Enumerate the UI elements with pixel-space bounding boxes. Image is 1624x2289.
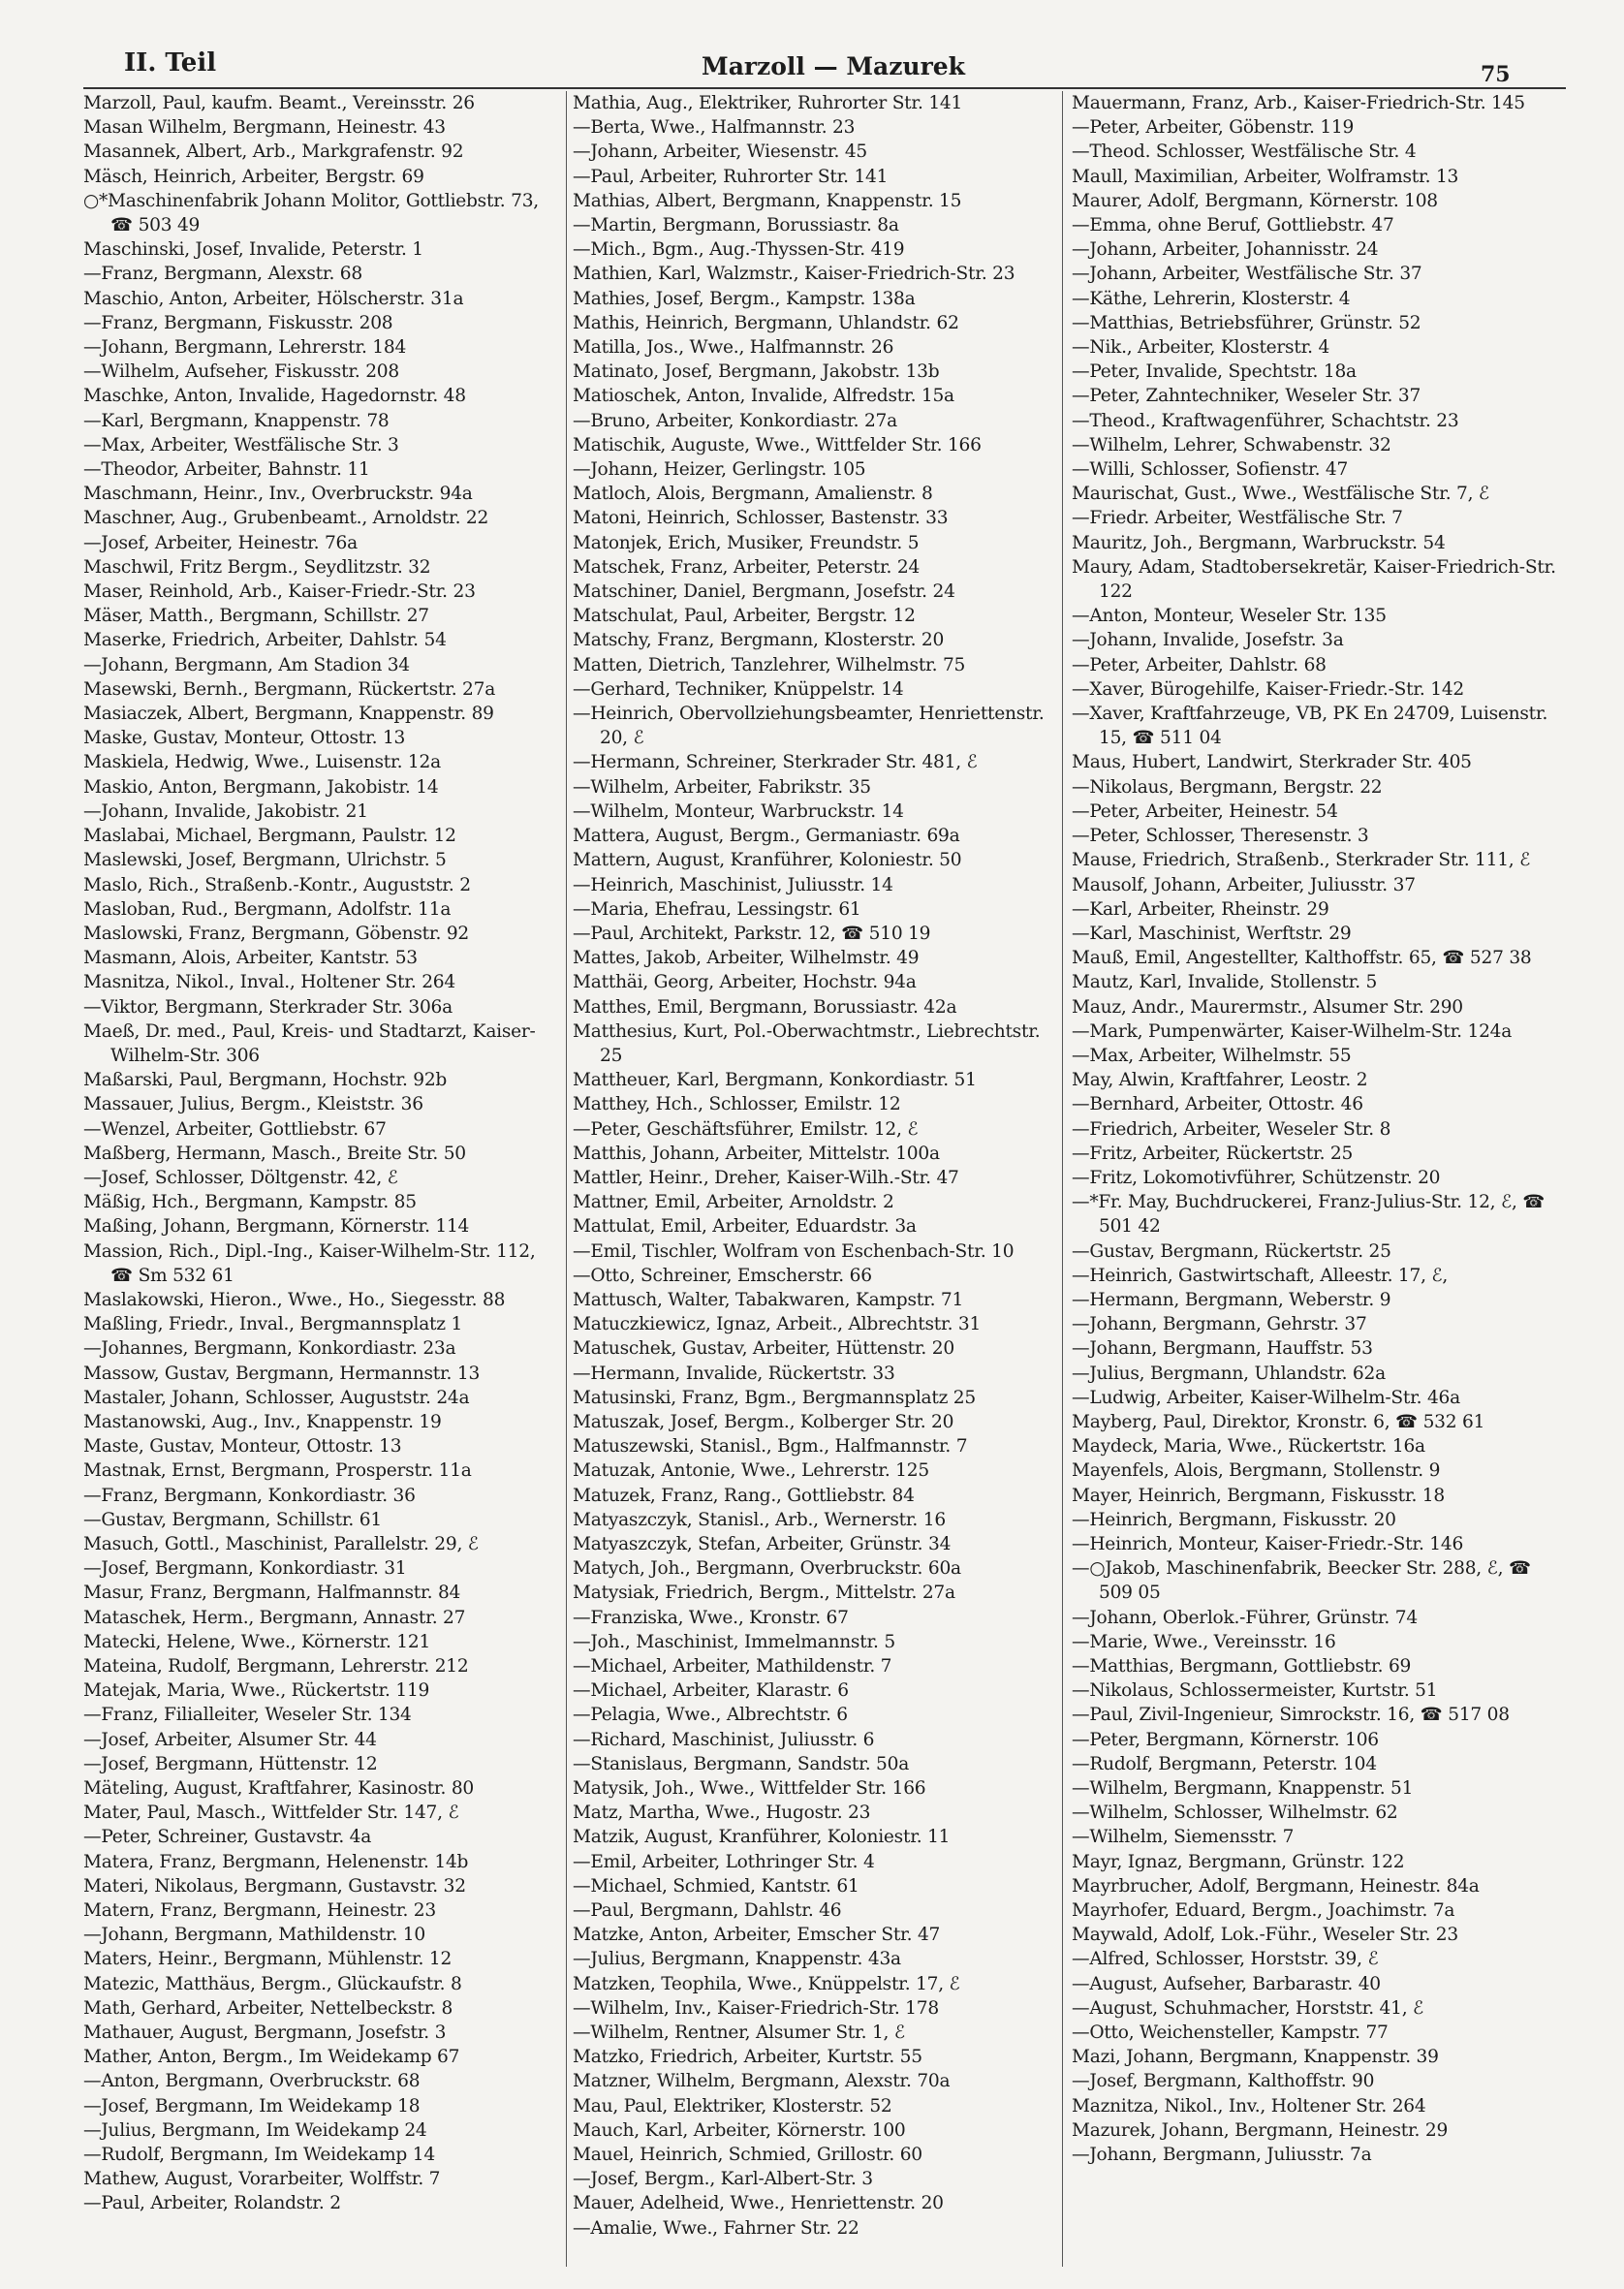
directory-entry: Mauel, Heinrich, Schmied, Grillostr. 60 [573, 2145, 922, 2166]
column-2 [573, 91, 1054, 2272]
directory-entry: —Michael, Arbeiter, Klarastr. 6 [573, 1680, 849, 1702]
directory-entry: —Otto, Weichensteller, Kampstr. 77 [1072, 2022, 1389, 2044]
directory-entry: Matschulat, Paul, Arbeiter, Bergstr. 12 [573, 606, 916, 627]
directory-entry: —Johann, Arbeiter, Wiesenstr. 45 [573, 141, 867, 163]
directory-entry: —Peter, Schreiner, Gustavstr. 4a [83, 1827, 372, 1848]
directory-entry: —Pelagia, Wwe., Albrechtstr. 6 [573, 1705, 848, 1726]
directory-entry: Masannek, Albert, Arb., Markgrafenstr. 92 [83, 141, 464, 163]
directory-entry: —Peter, Bergmann, Körnerstr. 106 [1072, 1729, 1379, 1750]
directory-entry: —Matthias, Betriebsführer, Grünstr. 52 [1072, 312, 1421, 333]
directory-entry: —Karl, Bergmann, Knappenstr. 78 [83, 410, 390, 431]
directory-entry: Mauer, Adelheid, Wwe., Henriettenstr. 20 [573, 2193, 944, 2214]
directory-entry: Mathies, Josef, Bergm., Kampstr. 138a [573, 288, 916, 309]
directory-entry: Maslakowski, Hieron., Wwe., Ho., Siegesstr. 88 [83, 1289, 506, 1310]
directory-entry: Matz, Martha, Wwe., Hugostr. 23 [573, 1803, 871, 1824]
directory-entry: Matthesius, Kurt, Pol.-Oberwachtmstr., Liebrechtstr. 25 [573, 1020, 1041, 1066]
directory-entry: —Johann, Oberlok.-Führer, Grünstr. 74 [1072, 1607, 1418, 1628]
directory-entry: —Josef, Schlosser, Döltgenstr. 42, ℰ [83, 1167, 398, 1188]
directory-entry: —Johann, Bergmann, Lehrerstr. 184 [83, 337, 407, 359]
directory-entry: —Michael, Schmied, Kantstr. 61 [573, 1875, 859, 1897]
directory-entry: Mauß, Emil, Angestellter, Kalthoffstr. 65, ☎ 527 38 [1072, 948, 1532, 969]
directory-entry: —Johann, Arbeiter, Johannisstr. 24 [1072, 239, 1379, 261]
directory-entry: —Joh., Maschinist, Immelmannstr. 5 [573, 1631, 895, 1652]
directory-entry: —○Jakob, Maschinenfabrik, Beecker Str. 288, ℰ, ☎ 509 05 [1072, 1558, 1531, 1604]
directory-entry: —Friedr. Arbeiter, Westfälische Str. 7 [1072, 508, 1403, 529]
directory-entry: —Johann, Arbeiter, Westfälische Str. 37 [1072, 264, 1422, 285]
directory-entry: —Max, Arbeiter, Westfälische Str. 3 [83, 434, 399, 455]
directory-entry: —Heinrich, Maschinist, Juliusstr. 14 [573, 874, 893, 895]
directory-entry: Matuzak, Antonie, Wwe., Lehrerstr. 125 [573, 1460, 929, 1482]
directory-entry: Matuzek, Franz, Rang., Gottliebstr. 84 [573, 1485, 915, 1506]
directory-entry: —Josef, Bergmann, Im Weidekamp 18 [83, 2095, 421, 2117]
directory-entry: Mäßig, Hch., Bergmann, Kampstr. 85 [83, 1192, 417, 1213]
directory-entry: Masnitza, Nikol., Inval., Holtener Str. 264 [83, 972, 455, 993]
directory-entry: Matten, Dietrich, Tanzlehrer, Wilhelmstr. 75 [573, 654, 966, 675]
directory-entry: Masmann, Alois, Arbeiter, Kantstr. 53 [83, 948, 418, 969]
directory-entry: —Wilhelm, Aufseher, Fiskusstr. 208 [83, 361, 399, 383]
directory-entry: Mäsch, Heinrich, Arbeiter, Bergstr. 69 [83, 166, 424, 187]
directory-entry: —Emma, ohne Beruf, Gottliebstr. 47 [1072, 215, 1394, 236]
directory-entry: Matioschek, Anton, Invalide, Alfredstr. 15a [573, 386, 954, 407]
directory-entry: Mastnak, Ernst, Bergmann, Prosperstr. 11a [83, 1460, 472, 1482]
directory-entry: —Berta, Wwe., Halfmannstr. 23 [573, 117, 856, 139]
directory-entry: Mataschek, Herm., Bergmann, Annastr. 27 [83, 1607, 466, 1628]
directory-entry: —Peter, Arbeiter, Göbenstr. 119 [1072, 117, 1355, 139]
directory-entry: Maslewski, Josef, Bergmann, Ulrichstr. 5 [83, 850, 447, 871]
directory-entry: Matzke, Anton, Arbeiter, Emscher Str. 47 [573, 1925, 941, 1946]
directory-entry: —Peter, Geschäftsführer, Emilstr. 12, ℰ [573, 1118, 919, 1140]
directory-entry: —Paul, Zivil-Ingenieur, Simrockstr. 16, ☎ 517 08 [1072, 1705, 1510, 1726]
directory-entry: —Emil, Arbeiter, Lothringer Str. 4 [573, 1851, 875, 1872]
directory-entry: —Johann, Bergmann, Hauffstr. 53 [1072, 1338, 1373, 1360]
directory-entry: Mayer, Heinrich, Bergmann, Fiskusstr. 18 [1072, 1485, 1445, 1506]
directory-entry: Massow, Gustav, Bergmann, Hermannstr. 13 [83, 1363, 481, 1384]
column-3 [1072, 91, 1567, 2272]
directory-entry: —Emil, Tischler, Wolfram von Eschenbach-Str. 10 [573, 1240, 1015, 1262]
directory-entry: Mäser, Matth., Bergmann, Schillstr. 27 [83, 606, 429, 627]
directory-entry: Mathauer, August, Bergmann, Josefstr. 3 [83, 2022, 447, 2044]
column-divider [1062, 91, 1063, 2267]
directory-entry: Maßing, Johann, Bergmann, Körnerstr. 114 [83, 1216, 470, 1238]
directory-entry: Matinato, Josef, Bergmann, Jakobstr. 13b [573, 361, 940, 383]
directory-entry: Matzik, August, Kranführer, Koloniestr. 11 [573, 1827, 951, 1848]
directory-entry: Mattes, Jakob, Arbeiter, Wilhelmstr. 49 [573, 948, 920, 969]
directory-entry: —Bernhard, Arbeiter, Ottostr. 46 [1072, 1094, 1363, 1115]
directory-entry: Maeß, Dr. med., Paul, Kreis- und Stadtarzt, Kaiser-Wilhelm-Str. 306 [83, 1020, 536, 1066]
directory-entry: Matern, Franz, Bergmann, Heinestr. 23 [83, 1900, 436, 1922]
column-1 [83, 91, 561, 2272]
directory-entry: —Fritz, Arbeiter, Rückertstr. 25 [1072, 1143, 1354, 1164]
directory-entry: Matloch, Alois, Bergmann, Amalienstr. 8 [573, 484, 933, 505]
directory-entry: Maschner, Aug., Grubenbeamt., Arnoldstr. 22 [83, 508, 489, 529]
column-divider [566, 91, 567, 2267]
directory-entry: —Paul, Arbeiter, Rolandstr. 2 [83, 2193, 341, 2214]
directory-entry: Mateina, Rudolf, Bergmann, Lehrerstr. 212 [83, 1656, 469, 1677]
directory-entry: —Wilhelm, Monteur, Warbruckstr. 14 [573, 800, 904, 822]
directory-entry: Matera, Franz, Bergmann, Helenenstr. 14b [83, 1851, 469, 1872]
directory-entry: Math, Gerhard, Arbeiter, Nettelbeckstr. 8 [83, 1997, 453, 2019]
directory-entry: —Wenzel, Arbeiter, Gottliebstr. 67 [83, 1118, 387, 1140]
directory-entry: —Theodor, Arbeiter, Bahnstr. 11 [83, 459, 370, 481]
directory-entry: —Gustav, Bergmann, Schillstr. 61 [83, 1509, 382, 1530]
directory-entry: Marzoll, Paul, kaufm. Beamt., Vereinsstr. 26 [83, 93, 475, 113]
directory-entry: Matuszewski, Stanisl., Bgm., Halfmannstr. 7 [573, 1436, 968, 1458]
directory-entry: Masur, Franz, Bergmann, Halfmannstr. 84 [83, 1583, 461, 1604]
directory-entry: May, Alwin, Kraftfahrer, Leostr. 2 [1072, 1070, 1368, 1091]
directory-entry: —Franziska, Wwe., Kronstr. 67 [573, 1607, 849, 1628]
directory-entry: —Peter, Arbeiter, Dahlstr. 68 [1072, 654, 1327, 675]
directory-entry: Matezic, Matthäus, Bergm., Glückaufstr. 8 [83, 1973, 462, 1994]
directory-entry: Maurer, Adolf, Bergmann, Körnerstr. 108 [1072, 190, 1438, 211]
directory-entry: Mauermann, Franz, Arb., Kaiser-Friedrich-Str. 145 [1072, 93, 1525, 113]
directory-entry: Matejak, Maria, Wwe., Rückertstr. 119 [83, 1680, 430, 1702]
directory-entry: Massion, Rich., Dipl.-Ing., Kaiser-Wilhelm-Str. 112, ☎ Sm 532 61 [83, 1240, 536, 1286]
directory-entry: Maßarski, Paul, Bergmann, Hochstr. 92b [83, 1070, 448, 1091]
directory-entry: Matyaszczyk, Stefan, Arbeiter, Grünstr. 34 [573, 1533, 952, 1554]
directory-entry: —Peter, Arbeiter, Heinestr. 54 [1072, 800, 1338, 822]
directory-entry: Mautz, Karl, Invalide, Stollenstr. 5 [1072, 972, 1378, 993]
directory-entry: —Josef, Bergmann, Kalthoffstr. 90 [1072, 2071, 1375, 2092]
directory-entry: —Martin, Bergmann, Borussiastr. 8a [573, 215, 899, 236]
directory-entry: —Josef, Bergmann, Hüttenstr. 12 [83, 1753, 378, 1774]
directory-entry: —Marie, Wwe., Vereinsstr. 16 [1072, 1631, 1336, 1652]
directory-entry: —Paul, Bergmann, Dahlstr. 46 [573, 1900, 842, 1922]
directory-entry: Mattheuer, Karl, Bergmann, Konkordiastr. 51 [573, 1070, 977, 1091]
directory-entry: Mathia, Aug., Elektriker, Ruhrorter Str. 141 [573, 93, 963, 113]
directory-entry: Mayberg, Paul, Direktor, Kronstr. 6, ☎ 532 61 [1072, 1411, 1485, 1432]
directory-entry: Materi, Nikolaus, Bergmann, Gustavstr. 32 [83, 1875, 466, 1897]
directory-entry: Maschmann, Heinr., Inv., Overbruckstr. 94a [83, 484, 473, 505]
directory-entry: Masuch, Gottl., Maschinist, Parallelstr. 29, ℰ [83, 1533, 479, 1554]
directory-entry: —Matthias, Bergmann, Gottliebstr. 69 [1072, 1656, 1412, 1677]
directory-entry: —Nikolaus, Bergmann, Bergstr. 22 [1072, 776, 1383, 798]
directory-entry: Masan Wilhelm, Bergmann, Heinestr. 43 [83, 117, 446, 139]
directory-entry: —Richard, Maschinist, Juliusstr. 6 [573, 1729, 875, 1750]
directory-entry: Maslabai, Michael, Bergmann, Paulstr. 12 [83, 826, 456, 847]
directory-entry: Mattusch, Walter, Tabakwaren, Kampstr. 71 [573, 1289, 964, 1310]
directory-entry: —Friedrich, Arbeiter, Weseler Str. 8 [1072, 1118, 1391, 1140]
directory-entry: Matschek, Franz, Arbeiter, Peterstr. 24 [573, 556, 921, 578]
directory-entry: Matischik, Auguste, Wwe., Wittfelder Str. 166 [573, 434, 982, 455]
directory-entry: —Viktor, Bergmann, Sterkrader Str. 306a [83, 996, 453, 1018]
directory-entry: ○*Maschinenfabrik Johann Molitor, Gottliebstr. 73, ☎ 503 49 [83, 190, 539, 236]
directory-entry: Matthey, Hch., Schlosser, Emilstr. 12 [573, 1094, 901, 1115]
directory-entry: —Amalie, Wwe., Fahrner Str. 22 [573, 2217, 859, 2239]
directory-entry: Maus, Hubert, Landwirt, Sterkrader Str. 405 [1072, 752, 1472, 773]
directory-entry: —Franz, Bergmann, Alexstr. 68 [83, 264, 362, 285]
directory-entry: —Ludwig, Arbeiter, Kaiser-Wilhelm-Str. 46a [1072, 1387, 1460, 1408]
directory-entry: —Gustav, Bergmann, Rückertstr. 25 [1072, 1240, 1391, 1262]
directory-entry: Matoni, Heinrich, Schlosser, Bastenstr. 33 [573, 508, 949, 529]
directory-entry: —Karl, Arbeiter, Rheinstr. 29 [1072, 898, 1329, 920]
directory-entry: Mauz, Andr., Maurermstr., Alsumer Str. 290 [1072, 996, 1463, 1018]
directory-entry: Massauer, Julius, Bergm., Kleiststr. 36 [83, 1094, 423, 1115]
directory-entry: —Heinrich, Obervollziehungsbeamter, Henriettenstr. 20, ℰ [573, 704, 1045, 749]
directory-entry: Mastanowski, Aug., Inv., Knappenstr. 19 [83, 1411, 442, 1432]
directory-entry: —Johann, Heizer, Gerlingstr. 105 [573, 459, 866, 481]
directory-entry: —Josef, Arbeiter, Heinestr. 76a [83, 532, 358, 553]
directory-entry: —Wilhelm, Schlosser, Wilhelmstr. 62 [1072, 1803, 1398, 1824]
directory-entry: Maske, Gustav, Monteur, Ottostr. 13 [83, 728, 406, 749]
directory-entry: Matzner, Wilhelm, Bergmann, Alexstr. 70a [573, 2071, 951, 2092]
directory-entry: —Fritz, Lokomotivführer, Schützenstr. 20 [1072, 1167, 1441, 1188]
directory-entry: —Theod., Kraftwagenführer, Schachtstr. 23 [1072, 410, 1459, 431]
directory-entry: Maschwil, Fritz Bergm., Seydlitzstr. 32 [83, 556, 431, 578]
directory-entry: Maserke, Friedrich, Arbeiter, Dahlstr. 54 [83, 630, 447, 651]
directory-entry: —Wilhelm, Arbeiter, Fabrikstr. 35 [573, 776, 871, 798]
directory-entry: —Theod. Schlosser, Westfälische Str. 4 [1072, 141, 1417, 163]
directory-entry: Maull, Maximilian, Arbeiter, Wolframstr. 13 [1072, 166, 1459, 187]
directory-entry: —Johann, Bergmann, Gehrstr. 37 [1072, 1314, 1367, 1335]
directory-entry: —Alfred, Schlosser, Horststr. 39, ℰ [1072, 1949, 1379, 1970]
directory-entry: Mayr, Ignaz, Bergmann, Grünstr. 122 [1072, 1851, 1405, 1872]
directory-entry: Mater, Paul, Masch., Wittfelder Str. 147, ℰ [83, 1803, 459, 1824]
directory-entry: —Heinrich, Monteur, Kaiser-Friedr.-Str. 146 [1072, 1533, 1464, 1554]
directory-entry: Matzken, Teophila, Wwe., Knüppelstr. 17, ℰ [573, 1973, 960, 1994]
directory-entry: —Julius, Bergmann, Knappenstr. 43a [573, 1949, 901, 1970]
directory-entry: —Xaver, Kraftfahrzeuge, VB, PK En 24709, Luisenstr. 15, ☎ 511 04 [1072, 704, 1548, 749]
directory-entry: —Rudolf, Bergmann, Peterstr. 104 [1072, 1753, 1377, 1774]
directory-entry: Matuschek, Gustav, Arbeiter, Hüttenstr. 20 [573, 1338, 954, 1360]
page-number: 75 [1481, 62, 1511, 87]
directory-entry: Matschy, Franz, Bergmann, Klosterstr. 20 [573, 630, 945, 651]
directory-entry: —Mark, Pumpenwärter, Kaiser-Wilhelm-Str. 124a [1072, 1020, 1513, 1042]
directory-entry: Mauch, Karl, Arbeiter, Körnerstr. 100 [573, 2119, 906, 2141]
directory-entry: Maury, Adam, Stadtobersekretär, Kaiser-Friedrich-Str. 122 [1072, 556, 1556, 603]
directory-entry: —Otto, Schreiner, Emscherstr. 66 [573, 1265, 872, 1286]
directory-entry: —*Fr. May, Buchdruckerei, Franz-Julius-Str. 12, ℰ, ☎ 501 42 [1072, 1192, 1546, 1238]
directory-entry: Maste, Gustav, Monteur, Ottostr. 13 [83, 1436, 402, 1458]
directory-entry: —Wilhelm, Rentner, Alsumer Str. 1, ℰ [573, 2022, 905, 2044]
directory-entry: —Julius, Bergmann, Uhlandstr. 62a [1072, 1363, 1386, 1384]
directory-entry: —Karl, Maschinist, Werftstr. 29 [1072, 923, 1352, 944]
directory-entry: —Wilhelm, Inv., Kaiser-Friedrich-Str. 178 [573, 1997, 939, 2019]
directory-entry: —Johann, Invalide, Jakobistr. 21 [83, 800, 368, 822]
directory-entry: Matecki, Helene, Wwe., Körnerstr. 121 [83, 1631, 431, 1652]
directory-entry: Matthes, Emil, Bergmann, Borussiastr. 42a [573, 996, 957, 1018]
directory-entry: —Peter, Invalide, Spechtstr. 18a [1072, 361, 1357, 383]
directory-entry: Mause, Friedrich, Straßenb., Sterkrader Str. 111, ℰ [1072, 850, 1531, 871]
directory-entry: —Mich., Bgm., Aug.-Thyssen-Str. 419 [573, 239, 905, 261]
directory-entry: Matuszak, Josef, Bergm., Kolberger Str. 20 [573, 1411, 954, 1432]
directory-entry: Maslowski, Franz, Bergmann, Göbenstr. 92 [83, 923, 469, 944]
directory-entry: —Paul, Arbeiter, Ruhrorter Str. 141 [573, 166, 889, 187]
directory-entry: —Käthe, Lehrerin, Klosterstr. 4 [1072, 288, 1351, 309]
directory-entry: —Gerhard, Techniker, Knüppelstr. 14 [573, 678, 904, 700]
directory-entry: —Wilhelm, Siemensstr. 7 [1072, 1827, 1295, 1848]
directory-entry: —Nikolaus, Schlossermeister, Kurtstr. 51 [1072, 1680, 1438, 1702]
directory-entry: Maschinski, Josef, Invalide, Peterstr. 1 [83, 239, 423, 261]
directory-entry: Mayrhofer, Eduard, Bergm., Joachimstr. 7a [1072, 1900, 1455, 1922]
directory-entry: —Josef, Arbeiter, Alsumer Str. 44 [83, 1729, 377, 1750]
directory-entry: —Maria, Ehefrau, Lessingstr. 61 [573, 898, 861, 920]
directory-entry: Mastaler, Johann, Schlosser, Auguststr. 24a [83, 1387, 470, 1408]
directory-entry: —Heinrich, Bergmann, Fiskusstr. 20 [1072, 1509, 1396, 1530]
running-head: Marzoll — Mazurek [702, 52, 965, 80]
directory-entry: Maznitza, Nikol., Inv., Holtener Str. 264 [1072, 2095, 1426, 2117]
directory-entry: —Hermann, Bergmann, Weberstr. 9 [1072, 1289, 1391, 1310]
directory-entry: —Peter, Zahntechniker, Weseler Str. 37 [1072, 386, 1421, 407]
directory-entry: Masewski, Bernh., Bergmann, Rückertstr. 27a [83, 678, 496, 700]
directory-entry: Maywald, Adolf, Lok.-Führ., Weseler Str. 23 [1072, 1925, 1458, 1946]
directory-entry: —Rudolf, Bergmann, Im Weidekamp 14 [83, 2145, 435, 2166]
directory-entry: Maschke, Anton, Invalide, Hagedornstr. 48 [83, 386, 466, 407]
directory-entry: —Heinrich, Gastwirtschaft, Alleestr. 17, ℰ, [1072, 1265, 1449, 1286]
directory-entry: Maser, Reinhold, Arb., Kaiser-Friedr.-Str. 23 [83, 581, 476, 603]
directory-entry: Masloban, Rud., Bergmann, Adolfstr. 11a [83, 898, 452, 920]
directory-entry: Mathien, Karl, Walzmstr., Kaiser-Friedrich-Str. 23 [573, 264, 1015, 285]
directory-entry: —Johann, Bergmann, Juliusstr. 7a [1072, 2145, 1372, 2166]
directory-entry: Masiaczek, Albert, Bergmann, Knappenstr. 89 [83, 704, 494, 725]
directory-entry: Maßling, Friedr., Inval., Bergmannsplatz 1 [83, 1314, 463, 1335]
directory-entry: —Josef, Bergm., Karl-Albert-Str. 3 [573, 2169, 873, 2190]
directory-entry: Maters, Heinr., Bergmann, Mühlenstr. 12 [83, 1949, 453, 1970]
directory-entry: —Michael, Arbeiter, Mathildenstr. 7 [573, 1656, 892, 1677]
directory-entry: Maydeck, Maria, Wwe., Rückertstr. 16a [1072, 1436, 1425, 1458]
directory-entry: —Paul, Architekt, Parkstr. 12, ☎ 510 19 [573, 923, 931, 944]
directory-entry: Matysiak, Friedrich, Bergm., Mittelstr. 27a [573, 1583, 955, 1604]
directory-entry: —Anton, Monteur, Weseler Str. 135 [1072, 606, 1387, 627]
directory-entry: —Anton, Bergmann, Overbruckstr. 68 [83, 2071, 421, 2092]
directory-entry: Maskio, Anton, Bergmann, Jakobistr. 14 [83, 776, 439, 798]
directory-entry: Matych, Joh., Bergmann, Overbruckstr. 60a [573, 1558, 961, 1580]
directory-entry: —Max, Arbeiter, Wilhelmstr. 55 [1072, 1045, 1352, 1066]
directory-entry: —Johann, Bergmann, Am Stadion 34 [83, 654, 410, 675]
directory-entry: Matusinski, Franz, Bgm., Bergmannsplatz 25 [573, 1387, 976, 1408]
directory-entry: Maslo, Rich., Straßenb.-Kontr., Auguststr. 2 [83, 874, 471, 895]
header-rule [83, 87, 1566, 89]
directory-entry: Matysik, Joh., Wwe., Wittfelder Str. 166 [573, 1778, 926, 1800]
directory-entry: —Johann, Bergmann, Mathildenstr. 10 [83, 1925, 425, 1946]
directory-entry: Mayrbrucher, Adolf, Bergmann, Heinestr. 84a [1072, 1875, 1480, 1897]
directory-entry: Mattera, August, Bergm., Germaniastr. 69a [573, 826, 960, 847]
directory-entry: —Willi, Schlosser, Sofienstr. 47 [1072, 459, 1349, 481]
directory-entry: Matyaszczyk, Stanisl., Arb., Wernerstr. 16 [573, 1509, 946, 1530]
directory-entry: Mattler, Heinr., Dreher, Kaiser-Wilh.-Str. 47 [573, 1167, 959, 1188]
directory-entry: Maschio, Anton, Arbeiter, Hölscherstr. 31a [83, 288, 464, 309]
directory-entry: —Hermann, Schreiner, Sterkrader Str. 481, ℰ [573, 752, 978, 773]
directory-entry: Mather, Anton, Bergm., Im Weidekamp 67 [83, 2047, 460, 2068]
directory-entry: Mathias, Albert, Bergmann, Knappenstr. 15 [573, 190, 962, 211]
directory-entry: Matzko, Friedrich, Arbeiter, Kurtstr. 55 [573, 2047, 922, 2068]
directory-entry: —Wilhelm, Lehrer, Schwabenstr. 32 [1072, 434, 1391, 455]
directory-entry: Matonjek, Erich, Musiker, Freundstr. 5 [573, 532, 920, 553]
directory-entry: Mazurek, Johann, Bergmann, Heinestr. 29 [1072, 2119, 1449, 2141]
directory-entry: Matthis, Johann, Arbeiter, Mittelstr. 100a [573, 1143, 940, 1164]
directory-entry: Mayenfels, Alois, Bergmann, Stollenstr. 9 [1072, 1460, 1441, 1482]
directory-entry: —August, Schuhmacher, Horststr. 41, ℰ [1072, 1997, 1424, 2019]
directory-entry: Mau, Paul, Elektriker, Klosterstr. 52 [573, 2095, 892, 2117]
directory-entry: Mazi, Johann, Bergmann, Knappenstr. 39 [1072, 2047, 1439, 2068]
directory-entry: —Franz, Filialleiter, Weseler Str. 134 [83, 1705, 412, 1726]
directory-entry: —Bruno, Arbeiter, Konkordiastr. 27a [573, 410, 897, 431]
directory-entry: Mattner, Emil, Arbeiter, Arnoldstr. 2 [573, 1192, 894, 1213]
directory-entry: —Franz, Bergmann, Konkordiastr. 36 [83, 1485, 416, 1506]
directory-entry: Matilla, Jos., Wwe., Halfmannstr. 26 [573, 337, 894, 359]
directory-entry: —Hermann, Invalide, Rückertstr. 33 [573, 1363, 895, 1384]
directory-entry: —Franz, Bergmann, Fiskusstr. 208 [83, 312, 393, 333]
directory-entry: Mattern, August, Kranführer, Koloniestr. 50 [573, 850, 962, 871]
directory-entry: Maßberg, Hermann, Masch., Breite Str. 50 [83, 1143, 466, 1164]
directory-entry: —Julius, Bergmann, Im Weidekamp 24 [83, 2119, 427, 2141]
directory-entry: Matthäi, Georg, Arbeiter, Hochstr. 94a [573, 972, 917, 993]
directory-entry: Mathis, Heinrich, Bergmann, Uhlandstr. 62 [573, 312, 959, 333]
directory-entry: —August, Aufseher, Barbarastr. 40 [1072, 1973, 1381, 1994]
page-header [0, 0, 1624, 97]
directory-entry: —Nik., Arbeiter, Klosterstr. 4 [1072, 337, 1330, 359]
directory-entry: Mathew, August, Vorarbeiter, Wolffstr. 7 [83, 2169, 441, 2190]
directory-entry: —Wilhelm, Bergmann, Knappenstr. 51 [1072, 1778, 1414, 1800]
directory-entry: Maskiela, Hedwig, Wwe., Luisenstr. 12a [83, 752, 441, 773]
directory-entry: —Xaver, Bürogehilfe, Kaiser-Friedr.-Str. 142 [1072, 678, 1464, 700]
directory-entry: Mauritz, Joh., Bergmann, Warbruckstr. 54 [1072, 532, 1446, 553]
section-label: II. Teil [124, 48, 217, 78]
directory-entry: Mattulat, Emil, Arbeiter, Eduardstr. 3a [573, 1216, 917, 1238]
directory-entry: —Johann, Invalide, Josefstr. 3a [1072, 630, 1344, 651]
directory-entry: —Stanislaus, Bergmann, Sandstr. 50a [573, 1753, 910, 1774]
directory-entry: Matuczkiewicz, Ignaz, Arbeit., Albrechtstr. 31 [573, 1314, 982, 1335]
directory-entry: —Peter, Schlosser, Theresenstr. 3 [1072, 826, 1369, 847]
directory-entry: Matschiner, Daniel, Bergmann, Josefstr. 24 [573, 581, 955, 603]
directory-entry: Maurischat, Gust., Wwe., Westfälische Str. 7, ℰ [1072, 484, 1489, 505]
directory-entry: —Johannes, Bergmann, Konkordiastr. 23a [83, 1338, 456, 1360]
directory-entry: Mäteling, August, Kraftfahrer, Kasinostr. 80 [83, 1778, 475, 1800]
directory-entry: —Josef, Bergmann, Konkordiastr. 31 [83, 1558, 407, 1580]
directory-entry: Mausolf, Johann, Arbeiter, Juliusstr. 37 [1072, 874, 1416, 895]
